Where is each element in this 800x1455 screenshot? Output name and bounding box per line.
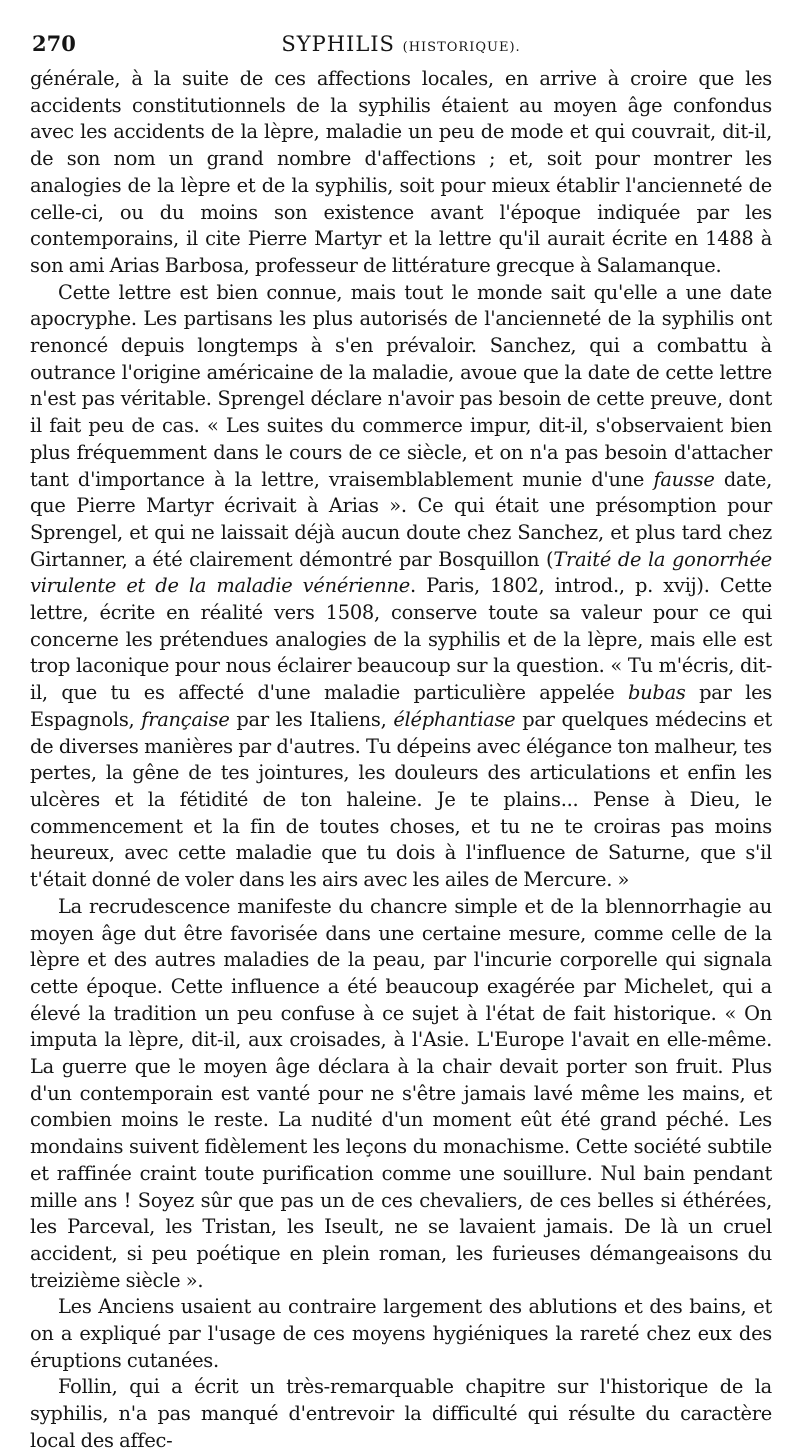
running-title bbox=[30, 22, 772, 70]
body-text bbox=[30, 66, 772, 1455]
paragraph-2-text-2: date, que Pierre Martyr écrivait à Arias ». Ce qui était une présomption pour Sprengel, et qui ne laissait déjà aucun doute chez Sanchez, et plus tard chez Girtanner, a été clairement démontré par Bosquillon ( bbox=[30, 467, 772, 571]
paragraph-2-text-4: par les Espagnols, bbox=[30, 681, 772, 731]
paragraph-2-italic-3: bubas bbox=[628, 681, 686, 705]
paragraph-2-text-5: par les Italiens, bbox=[229, 707, 394, 731]
running-title-main: SYPHILIS bbox=[281, 32, 395, 56]
paragraph-2-text-6: par quelques médecins et de diverses manières par d'autres. Tu dépeins avec élégance ton malheur, tes pertes, la gêne de tes jointures, les douleurs des articulations et enfin les ulcères et la fétidité de ton haleine. Je te plains... Pense à Dieu, le commencement et la fin de toutes choses, et tu ne te croiras pas moins heureux, avec cette maladie que tu dois à l'influence de Saturne, que s'il t'était donné de voler dans les airs avec les ailes de Mercure. » bbox=[30, 707, 772, 892]
page-number: 270 bbox=[32, 31, 76, 56]
paragraph-2 bbox=[30, 280, 772, 894]
book-page bbox=[30, 22, 772, 1455]
paragraph-2-text-1: Cette lettre est bien connue, mais tout le monde sait qu'elle a une date apocryphe. Les partisans les plus autorisés de l'ancienneté de la syphilis ont renoncé depuis longtemps à s'en prévaloir. Sanchez, qui a combattu à outrance l'origine américaine de la maladie, avoue que la date de cette lettre n'est pas véritable. Sprengel déclare n'avoir pas besoin de cette preuve, dont il fait peu de cas. « Les suites du commerce impur, dit-il, s'observaient bien plus fréquemment dans le cours de ce siècle, et on n'a pas besoin d'attacher tant d'importance à la lettre, vraisemblablement munie d'une bbox=[30, 280, 772, 491]
running-title-subtitle: (HISTORIQUE). bbox=[402, 40, 521, 55]
paragraph-2-italic-1: fausse bbox=[653, 467, 715, 491]
paragraph-2-italic-5: éléphantiase bbox=[393, 707, 516, 731]
paragraph-2-italic-2: Traité de la gonorrhée virulente et de la maladie vénérienne bbox=[30, 547, 772, 598]
paragraph-2-italic-4: française bbox=[141, 707, 230, 731]
running-header bbox=[30, 22, 772, 66]
paragraph-1: générale, à la suite de ces affections locales, en arrive à croire que les accidents constitutionnels de la syphilis étaient au moyen âge confondus avec les accidents de la lèpre, maladie un peu de mode et qui couvrait, dit-il, de son nom un grand nombre d'affections ; et, soit pour montrer les analogies de la lèpre et de la syphilis, soit pour mieux établir l'ancienneté de celle-ci, ou du moins son existence avant l'époque indiquée par les contemporains, il cite Pierre Martyr et la lettre qu'il aurait écrite en 1488 à son ami Arias Barbosa, professeur de littérature grecque à Salamanque. bbox=[30, 67, 772, 277]
paragraph-5: Follin, qui a écrit un très-remarquable chapitre sur l'historique de la syphilis, n'a pas manqué d'entrevoir la difficulté qui résulte du caractère local des affec- bbox=[30, 1375, 772, 1452]
paragraph-2-text-3: . Paris, 1802, introd., p. xvij). Cette lettre, écrite en réalité vers 1508, conserve toute sa valeur pour ce qui concerne les prétendues analogies de la syphilis et de la lèpre, mais elle est trop laconique pour nous éclairer beaucoup sur la question. « Tu m'écris, dit-il, que tu es affecté d'une maladie particulière appelée bbox=[30, 574, 772, 705]
paragraph-3: La recrudescence manifeste du chancre simple et de la blennorrhagie au moyen âge dut être favorisée dans une certaine mesure, comme celle de la lèpre et des autres maladies de la peau, par l'incurie corporelle qui signala cette époque. Cette influence a été beaucoup exagérée par Michelet, qui a élevé la tradition un peu confuse à ce sujet à l'état de fait historique. « On imputa la lèpre, dit-il, aux croisades, à l'Asie. L'Europe l'avait en elle-même. La guerre que le moyen âge déclara à la chair devait porter son fruit. Plus d'un contemporain est vanté pour ne s'être jamais lavé même les mains, et combien moins le reste. La nudité d'un moment eût été grand péché. Les mondains suivent fidèlement les leçons du monachisme. Cette société subtile et raffinée craint toute purification comme une souillure. Nul bain pendant mille ans ! Soyez sûr que pas un de ces chevaliers, de ces belles si éthérées, les Parceval, les Tristan, les Iseult, ne se lavaient jamais. De là un cruel accident, si peu poétique en plein roman, les furieuses démangeaisons du treizième siècle ». bbox=[30, 894, 772, 1292]
paragraph-4: Les Anciens usaient au contraire largement des ablutions et des bains, et on a expliqué par l'usage de ces moyens hygiéniques la rareté chez eux des éruptions cutanées. bbox=[30, 1295, 772, 1372]
